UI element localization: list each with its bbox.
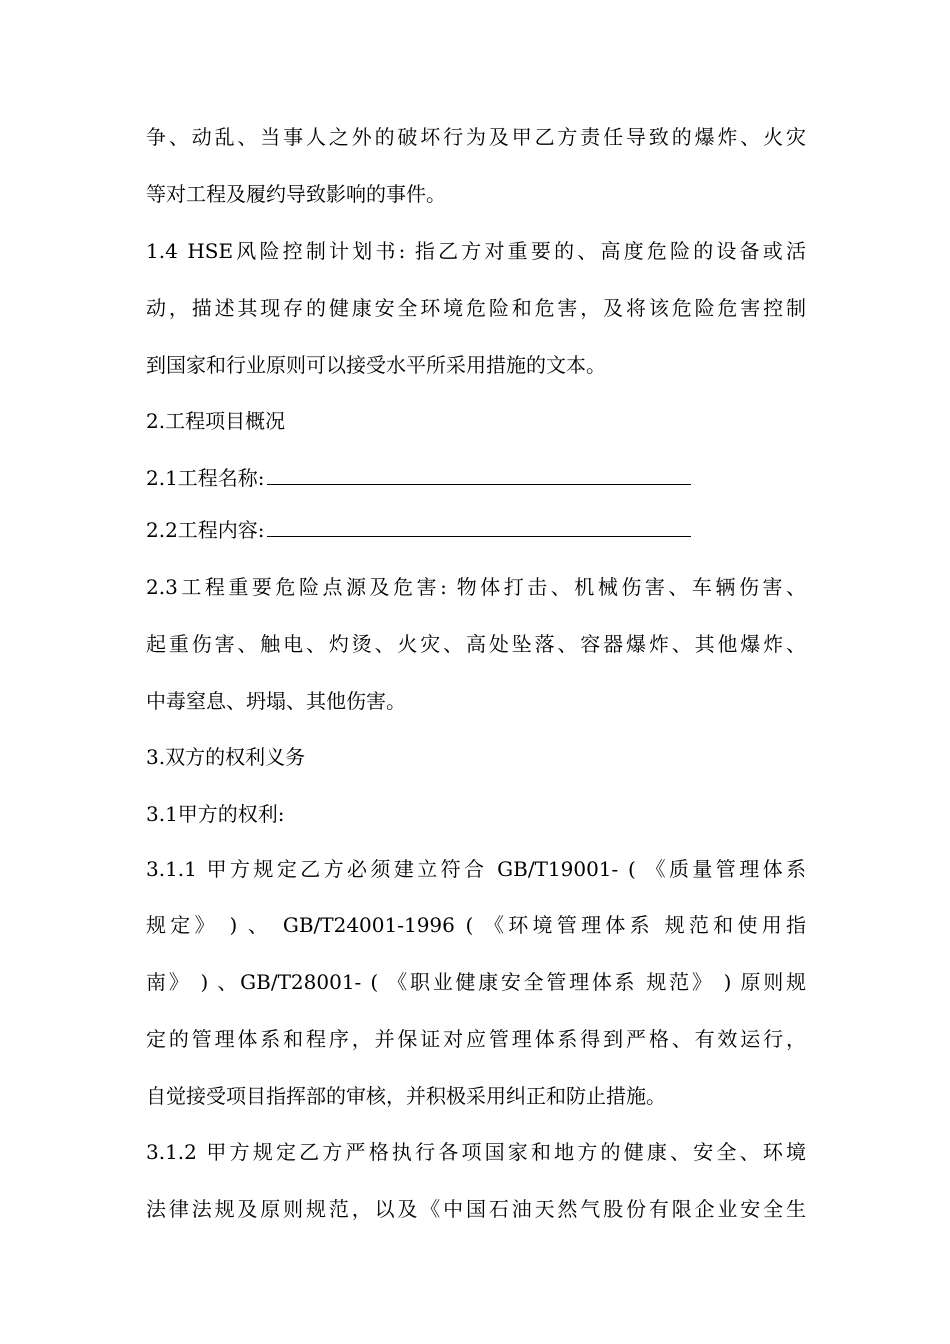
subsection-heading: 3.1甲方的权利: xyxy=(146,802,285,826)
text-line: 南》 ) 、GB/T28001- ( 《职业健康安全管理体系 规范》 ) 原则规 xyxy=(146,970,806,994)
text-line: 等对工程及履约导致影响的事件。 xyxy=(146,182,446,206)
project-content-row xyxy=(146,518,806,542)
text-line: 起重伤害、触电、灼烫、火灾、高处坠落、容器爆炸、其他爆炸、 xyxy=(146,632,806,656)
section-heading: 3.双方的权利义务 xyxy=(146,745,306,769)
text-line: 自觉接受项目指挥部的审核，并积极采用纠正和防止措施。 xyxy=(146,1084,666,1108)
section-heading: 2.工程项目概况 xyxy=(146,409,286,433)
text-line: 动，描述其现存的健康安全环境危险和危害，及将该危险危害控制 xyxy=(146,296,806,320)
text-line: 法律法规及原则规范，以及《中国石油天然气股份有限企业安全生 xyxy=(146,1197,806,1221)
text-line: 规定》 ) 、 GB/T24001-1996 ( 《环境管理体系 规范和使用指 xyxy=(146,913,806,937)
text-line: 1.4 HSE风险控制计划书: 指乙方对重要的、高度危险的设备或活 xyxy=(146,239,806,263)
project-content-blank xyxy=(267,518,691,537)
text-line: 2.3工程重要危险点源及危害: 物体打击、机械伤害、车辆伤害、 xyxy=(146,575,806,599)
text-line: 3.1.2 甲方规定乙方严格执行各项国家和地方的健康、安全、环境 xyxy=(146,1140,806,1164)
text-line: 中毒窒息、坍塌、其他伤害。 xyxy=(146,689,406,713)
project-name-blank xyxy=(267,466,691,485)
text-line: 定的管理体系和程序，并保证对应管理体系得到严格、有效运行， xyxy=(146,1027,806,1051)
project-content-label: 2.2工程内容: xyxy=(146,518,265,542)
project-name-row xyxy=(146,466,806,490)
project-name-label: 2.1工程名称: xyxy=(146,466,265,490)
text-line: 争、动乱、当事人之外的破坏行为及甲乙方责任导致的爆炸、火灾 xyxy=(146,125,806,149)
text-line: 3.1.1 甲方规定乙方必须建立符合 GB/T19001- ( 《质量管理体系 xyxy=(146,857,806,881)
text-line: 到国家和行业原则可以接受水平所采用措施的文本。 xyxy=(146,353,606,377)
